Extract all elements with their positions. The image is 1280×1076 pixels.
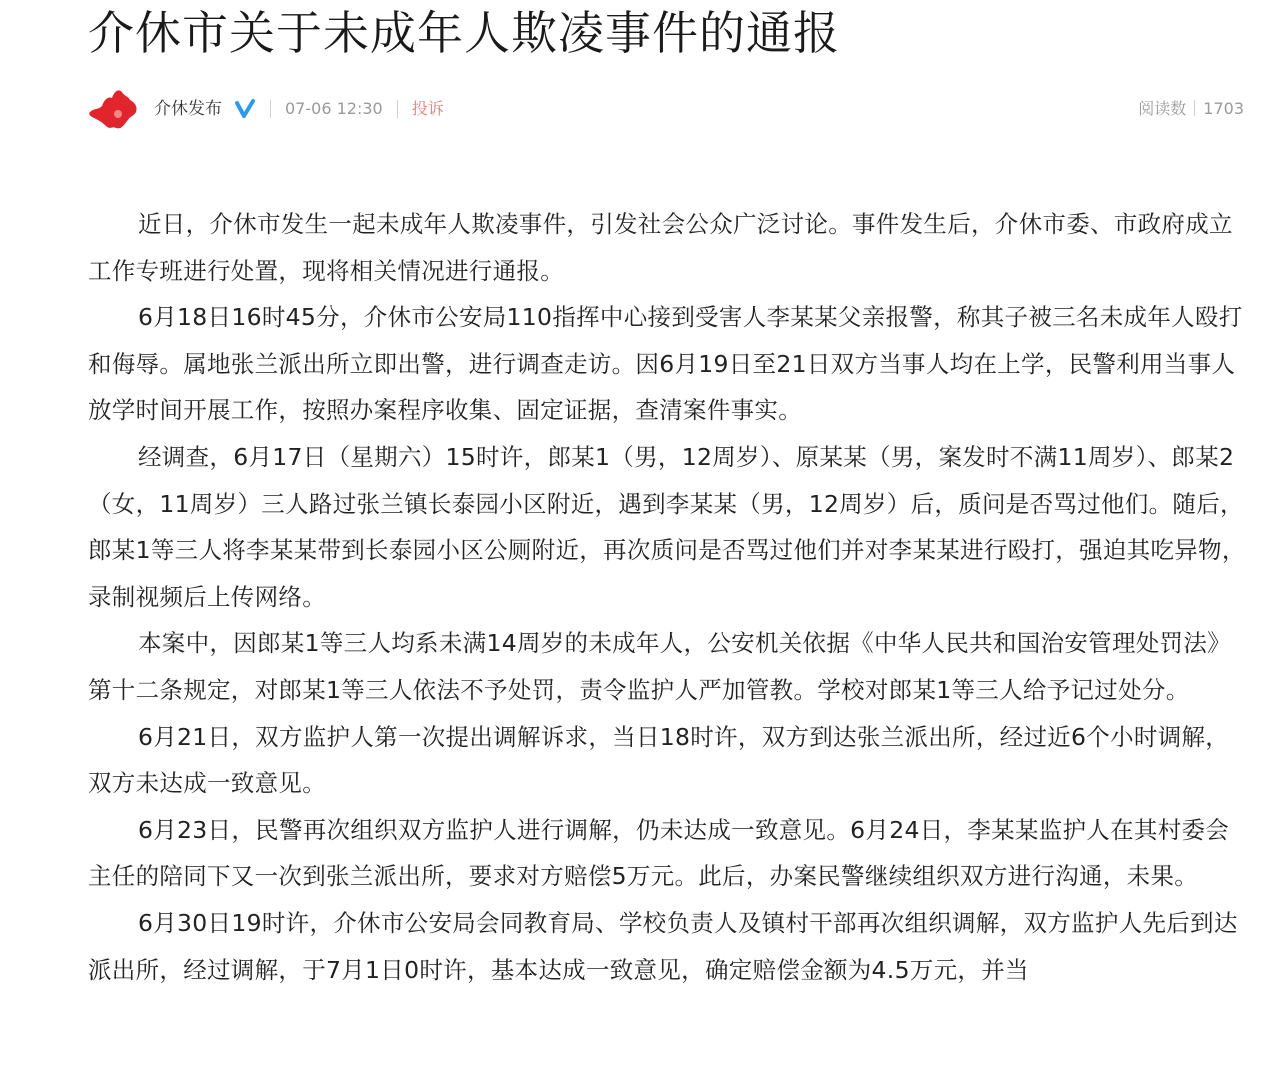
read-count-value: 1703: [1203, 99, 1244, 118]
article-meta-bar: [88, 84, 1250, 136]
article-title: 介休市关于未成年人欺凌事件的通报: [88, 6, 840, 60]
article-paragraph: 6月18日16时45分，介休市公安局110指挥中心接到受害人李某某父亲报警，称其子被三名未成年人殴打和侮辱。属地张兰派出所立即出警，进行调查走访。因6月19日至21日双方当事人均在上学，民警利用当事人放学时间开展工作，按照办案程序收集、固定证据，查清案件事实。: [88, 303, 1243, 425]
article-paragraph: 经调查，6月17日（星期六）15时许，郎某1（男，12周岁）、原某某（男，案发时不满11周岁）、郎某2（女，11周岁）三人路过张兰镇长泰园小区附近，遇到李某某（男，12周岁）后，质问是否骂过他们。随后，郎某1等三人将李某某带到长泰园小区公厕附近，再次质问是否骂过他们并对李某某进行殴打，强迫其吃异物，录制视频后上传网络。: [88, 442, 1246, 611]
article-paragraph: 6月23日，民警再次组织双方监护人进行调解，仍未达成一致意见。6月24日，李某某监护人在其村委会主任的陪同下又一次到张兰派出所，要求对方赔偿5万元。此后，办案民警继续组织双方进行沟通，未果。: [88, 815, 1230, 891]
author-avatar[interactable]: [88, 86, 140, 134]
article-paragraph: 近日，介休市发生一起未成年人欺凌事件，引发社会公众广泛讨论。事件发生后，介休市委、市政府成立工作专班进行处置，现将相关情况进行通报。: [88, 210, 1233, 285]
report-link[interactable]: 投诉: [411, 99, 444, 118]
author-name[interactable]: 介休发布: [154, 99, 222, 119]
read-count-divider: [1194, 100, 1195, 116]
article-paragraph: 本案中，因郎某1等三人均系未满14周岁的未成年人，公安机关依据《中华人民共和国治安管理处罚法》第十二条规定，对郎某1等三人依法不予处罚，责令监护人严加管教。学校对郎某1等三人给予记过处分。: [88, 629, 1231, 704]
publish-time: 07-06 12:30: [285, 99, 383, 118]
meta-divider: [270, 100, 271, 118]
shanxi-map-logo-icon: [88, 86, 140, 134]
read-count: [1138, 98, 1244, 120]
read-count-label: 阅读数: [1138, 99, 1187, 118]
article-paragraph: 6月21日，双方监护人第一次提出调解诉求，当日18时许，双方到达张兰派出所，经过近6个小时调解，双方未达成一致意见。: [88, 722, 1230, 798]
verified-v-icon: [234, 98, 256, 120]
article-body: [88, 201, 1248, 993]
meta-left: [154, 98, 444, 120]
meta-divider: [397, 100, 398, 118]
article-paragraph: 6月30日19时许，介休市公安局会同教育局、学校负责人及镇村干部再次组织调解，双方监护人先后到达派出所，经过调解，于7月1日0时许，基本达成一致意见，确定赔偿金额为4.5万元，并当: [88, 908, 1238, 984]
